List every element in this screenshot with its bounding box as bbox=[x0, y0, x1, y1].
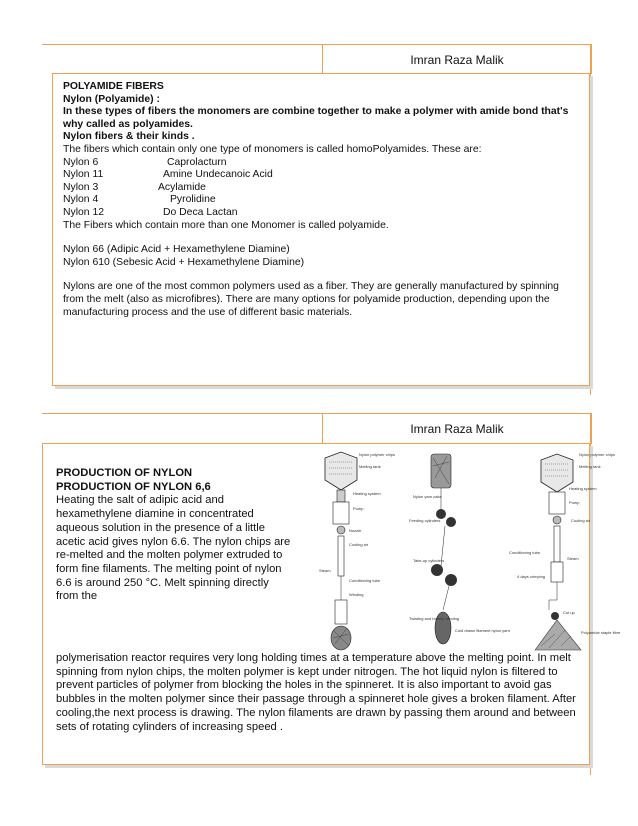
kind-name: Nylon 3 bbox=[63, 181, 99, 193]
staple-fibre-diagram bbox=[509, 452, 621, 650]
heating-system-shape bbox=[333, 502, 349, 524]
page1-content-panel bbox=[52, 73, 590, 386]
kind-name: Nylon 11 bbox=[63, 169, 104, 181]
cutter-shape bbox=[551, 612, 559, 620]
label-pump-2: Pump bbox=[569, 500, 580, 505]
kind-monomer: Amine Undecanoic Acid bbox=[163, 169, 273, 181]
page1-poly-sentence: The Fibers which contain more than one Monomer is called polyamide. bbox=[63, 219, 389, 231]
label-pump: Pump bbox=[353, 506, 364, 511]
page2-full-paragraph: polymerisation reactor requires very long holding times at a temperature above the melting point. In melt spinning from nylon chips, the molten polymer is kept under nitrogen. The hot liquid nylon is filtered to prevent particles of polymer from blocking the holes in the spinneret. It is also important to avoid gas bubbles in the molten polymer since their passage through a spinneret hole gives a broken filament. After cooling,the next process is drawing. The nylon filaments are drawn by passing them around and between sets of rotating cylinders of increasing speed . bbox=[56, 652, 576, 733]
page2-author-box bbox=[322, 413, 592, 444]
kind-row bbox=[63, 169, 589, 182]
label-melting-tank: Melting tank bbox=[359, 464, 381, 469]
label-takeup: Take-up cylinders bbox=[413, 558, 445, 563]
label-cooling-2: Cooling air bbox=[571, 518, 591, 523]
kind-name: Nylon 6 bbox=[63, 156, 99, 168]
page2-left-paragraph: Heating the salt of adipic acid and hexamethylene diamine in concentrated aqueous solution in the presence of a little acetic acid gives nylon 6.6. The nylon chips are re-melted and the molten polymer extruded to form fine filaments. The melting point of nylon 6.6 is around 250 °C. Melt spinning directly from the bbox=[56, 494, 291, 603]
label-crimping: 4 days crimping bbox=[517, 574, 546, 579]
page2-author: Imran Raza Malik bbox=[410, 422, 504, 436]
spacer bbox=[63, 269, 589, 281]
page2-heading1: PRODUCTION OF NYLON bbox=[56, 467, 193, 479]
label-feeding: Feeding cylinders bbox=[409, 518, 441, 523]
label-steam: Steam bbox=[319, 568, 331, 573]
page2-heading2: PRODUCTION OF NYLON 6,6 bbox=[56, 480, 211, 493]
label-yarn-cake: Nylon yarn cake bbox=[413, 494, 442, 499]
kind-name: Nylon 12 bbox=[63, 206, 105, 218]
label-heating: Heating system bbox=[353, 491, 381, 496]
label-twisting: Twisting and bobbin winding bbox=[409, 616, 460, 621]
label-cooling-air: Cooling air bbox=[349, 542, 369, 547]
takeup-cylinder bbox=[431, 564, 443, 576]
page1-right-edge bbox=[590, 44, 591, 395]
page1-intro: In these types of fibers the monomers are combine together to make a polymer with amide bond that's why called as polyamides. bbox=[63, 106, 569, 130]
label-winding: Winding bbox=[349, 592, 364, 597]
page1-top-rule bbox=[42, 44, 322, 45]
page1-author-box bbox=[322, 44, 592, 74]
conditioning-tube-shape bbox=[335, 600, 347, 624]
page1-heading: POLYAMIDE FIBERS bbox=[63, 81, 164, 92]
kind-monomer: Caprolacturn bbox=[167, 156, 227, 168]
nylon610-line: Nylon 610 (Sebesic Acid + Hexamethylene Diamine) bbox=[63, 256, 305, 268]
label-cold-drawn: Cold drawn filament nylon yarn bbox=[455, 628, 510, 633]
cooling-tube-shape bbox=[338, 536, 344, 576]
kind-monomer: Pyrolidine bbox=[170, 194, 216, 206]
label-nozzle: Nozzle bbox=[349, 528, 362, 533]
cold-drawing-diagram bbox=[409, 454, 510, 644]
label-staple: Polyamide staple fibre bbox=[581, 630, 621, 635]
chips-hopper-shape bbox=[325, 452, 357, 490]
spacer bbox=[63, 232, 589, 244]
kind-row bbox=[63, 194, 589, 207]
page2-left-column bbox=[56, 467, 291, 604]
label-chips-2: Nylon polymer chips bbox=[579, 452, 616, 457]
kind-row bbox=[63, 157, 589, 170]
label-heating-2: Heating system bbox=[569, 486, 597, 491]
page1-homo-sentence: The fibers which contain only one type of monomers is called homoPolyamides. These are: bbox=[63, 143, 482, 155]
kinds-list bbox=[63, 157, 589, 220]
melting-tank-shape bbox=[337, 490, 345, 502]
page1-kinds-heading: Nylon fibers & their kinds . bbox=[63, 131, 195, 143]
pump-shape bbox=[337, 526, 345, 534]
label-melting-2: Melting tank bbox=[579, 464, 601, 469]
kind-monomer: Do Deca Lactan bbox=[163, 206, 238, 218]
page2-content-panel bbox=[42, 443, 621, 765]
page1-subheading: Nylon (Polyamide) : bbox=[63, 93, 160, 105]
nylon66-line: Nylon 66 (Adipic Acid + Hexamethylene Diamine) bbox=[63, 244, 290, 256]
feeding-cylinder bbox=[446, 517, 456, 527]
label-conditioning-2: Conditioning tube bbox=[509, 550, 541, 555]
label-conditioning: Conditioning tube bbox=[349, 578, 381, 583]
label-cut: Cut up bbox=[563, 610, 575, 615]
page2-top-rule bbox=[42, 413, 322, 414]
label-chips: Nylon polymer chips bbox=[359, 452, 396, 457]
label-steam-2: Steam bbox=[567, 556, 579, 561]
melt-spinning-diagram bbox=[319, 452, 395, 650]
page1-paragraph: Nylons are one of the most common polymers used as a fiber. They are generally manufactured by spinning from the melt (also as microfibres). There are many options for polyamide production, depending upon the manufacturing process and the use of different basic materials. bbox=[63, 281, 559, 318]
page1-author: Imran Raza Malik bbox=[410, 52, 504, 67]
kind-row bbox=[63, 182, 589, 195]
takeup-cylinder bbox=[445, 574, 457, 586]
kind-monomer: Acylamide bbox=[158, 181, 206, 193]
kind-name: Nylon 4 bbox=[63, 194, 99, 206]
kind-row bbox=[63, 207, 589, 220]
nylon-process-figure bbox=[309, 450, 625, 652]
